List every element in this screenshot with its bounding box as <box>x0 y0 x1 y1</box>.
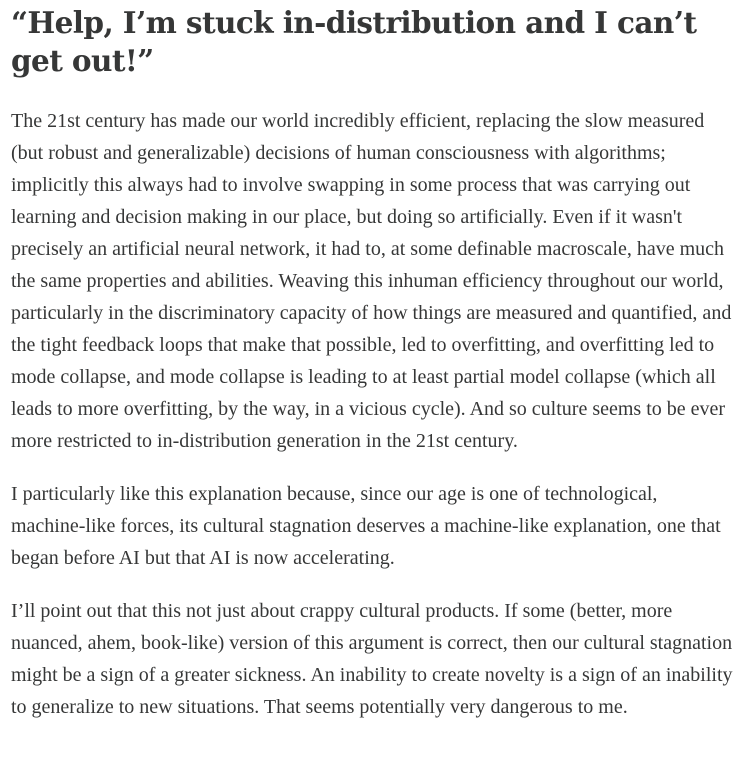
section-heading: “Help, I’m stuck in-distribution and I can’t get out!” <box>11 5 697 78</box>
paragraph-2: I particularly like this explanation because, since our age is one of technological, machine-like forces, its cultural stagnation deserves a machine-like explanation, one that began before AI but that AI is now accelerating. <box>11 483 721 569</box>
paragraph-1: The 21st century has made our world incredibly efficient, replacing the slow measured (but robust and generalizable) decisions of human consciousness with algorithms; implicitly this always had to involve swapping in some process that was carrying out learning and decision making in our place, but doing so artificially. Even if it wasn't precisely an artificial neural network, it had to, at some definable macroscale, have much the same properties and abilities. Weaving this inhuman efficiency throughout our world, particularly in the discriminatory capacity of how things are measured and quantified, and the tight feedback loops that make that possible, led to overfitting, and overfitting led to mode collapse, and mode collapse is leading to at least partial model collapse (which all leads to more overfitting, by the way, in a vicious cycle). And so culture seems to be ever more restricted to in-distribution generation in the 21st century. <box>11 110 732 452</box>
paragraph-3: I’ll point out that this not just about crappy cultural products. If some (better, more nuanced, ahem, book-like) version of this argument is correct, then our cultural stagnation might be a sign of a greater sickness. An inability to create novelty is a sign of an inability to generalize to new situations. That seems potentially very dangerous to me. <box>11 600 733 718</box>
article-body <box>11 0 735 723</box>
